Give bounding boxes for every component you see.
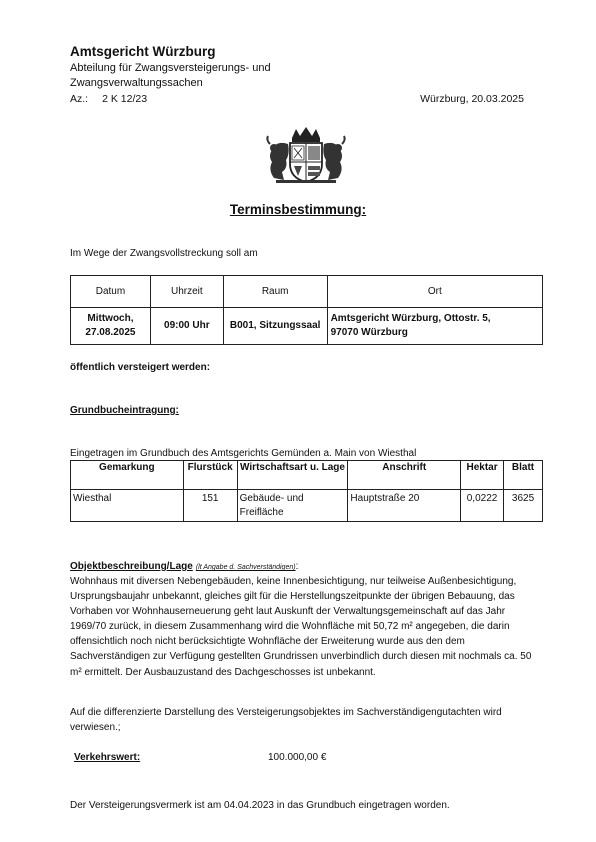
- market-value-label: Verkehrswert:: [74, 752, 141, 763]
- land-register-table: [70, 460, 543, 522]
- case-reference-number: 2 K 12/23: [102, 93, 148, 105]
- object-reference: Auf die differenzierte Darstellung des Versteigerungsobjektes im Sachverständigengutachten wird verwiesen.;: [70, 707, 502, 733]
- appointment-header-row: [71, 276, 543, 308]
- land-register-header-flurstueck: Flurstück: [183, 461, 237, 490]
- bavarian-coat-of-arms-icon: [262, 126, 350, 184]
- place-date: Würzburg, 20.03.2025: [420, 93, 524, 105]
- land-register-wirtschaftsart: Gebäude- und Freifläche: [237, 490, 348, 522]
- land-register-header-anschrift: Anschrift: [348, 461, 461, 490]
- land-register-header-wirtschaftsart: Wirtschaftsart u. Lage: [237, 461, 348, 490]
- object-heading-suffix: :: [295, 561, 299, 572]
- intro-text: Im Wege der Zwangsvollstreckung soll am: [70, 248, 258, 259]
- appointment-row: [71, 308, 543, 345]
- land-register-flurstueck: 151: [183, 490, 237, 522]
- page-title: Terminsbestimmung:: [229, 202, 367, 217]
- appointment-place-line1: Amtsgericht Würzburg, Ottostr. 5,: [330, 313, 491, 324]
- table-row: [71, 490, 543, 522]
- auction-text: öffentlich versteigert werden:: [70, 362, 211, 373]
- appointment-place: [327, 308, 542, 345]
- land-register-header-blatt: Blatt: [504, 461, 543, 490]
- appointment-room: B001, Sitzungssaal: [223, 308, 327, 345]
- land-register-header-gemarkung: Gemarkung: [71, 461, 184, 490]
- appointment-date: Mittwoch, 27.08.2025: [71, 308, 151, 345]
- land-register-hektar: 0,0222: [461, 490, 504, 522]
- market-value: 100.000,00 €: [268, 752, 327, 763]
- appointment-table: [70, 275, 543, 345]
- land-register-gemarkung: Wiesthal: [71, 490, 184, 522]
- land-register-header-row: [71, 461, 543, 490]
- object-heading-note: (lt Angabe d. Sachverständigen): [195, 564, 296, 571]
- case-reference-label: Az.:: [70, 93, 89, 105]
- court-name: Amtsgericht Würzburg: [70, 44, 216, 59]
- appointment-header-room: Raum: [223, 276, 327, 308]
- appointment-place-line2: 97070 Würzburg: [330, 327, 408, 338]
- appointment-header-time: Uhrzeit: [150, 276, 223, 308]
- appointment-header-date: Datum: [71, 276, 151, 308]
- land-register-blatt: 3625: [504, 490, 543, 522]
- object-heading-title: Objektbeschreibung/Lage: [70, 561, 193, 572]
- object-description: Wohnhaus mit diversen Nebengebäuden, keine Innenbesichtigung, nur teilweise Außenbesichtigung, Ursprungsbaujahr unbekannt, gleiches gilt für die Herstellungszeitpunkte der übrigen Bebauung, das Vorhaben vor Wohnhauserneuerung geht laut Auskunft der Verwaltungsgemeinschaft auf das Jahr 1969/70 zurück, in diesem Zusammenhang wird die Wohnfläche mit 50,72 m² angegeben, die darin offensichtlich noch nicht berücksichtigte Wohnfläche der Erweiterung wurde aus den dem Sachverständigen zur Verfügung gestellten Grundrissen unverbindlich durch diesen mit nochmals ca. 50 m² ermittelt. Der Ausbauzustand des Dachgeschosses ist unbekannt.: [70, 576, 532, 678]
- court-department: Abteilung für Zwangsversteigerungs- und Zwangsverwaltungssachen: [70, 62, 271, 89]
- land-register-intro: Eingetragen im Grundbuch des Amtsgerichts Gemünden a. Main von Wiesthal: [70, 448, 417, 459]
- land-register-anschrift: Hauptstraße 20: [348, 490, 461, 522]
- land-register-header-hektar: Hektar: [461, 461, 504, 490]
- land-register-heading: Grundbucheintragung:: [70, 405, 179, 416]
- case-reference: [70, 93, 147, 105]
- footer-note: Der Versteigerungsvermerk ist am 04.04.2023 in das Grundbuch eingetragen worden.: [70, 800, 450, 811]
- appointment-time: 09:00 Uhr: [150, 308, 223, 345]
- object-heading: [70, 561, 298, 572]
- appointment-header-place: Ort: [327, 276, 542, 308]
